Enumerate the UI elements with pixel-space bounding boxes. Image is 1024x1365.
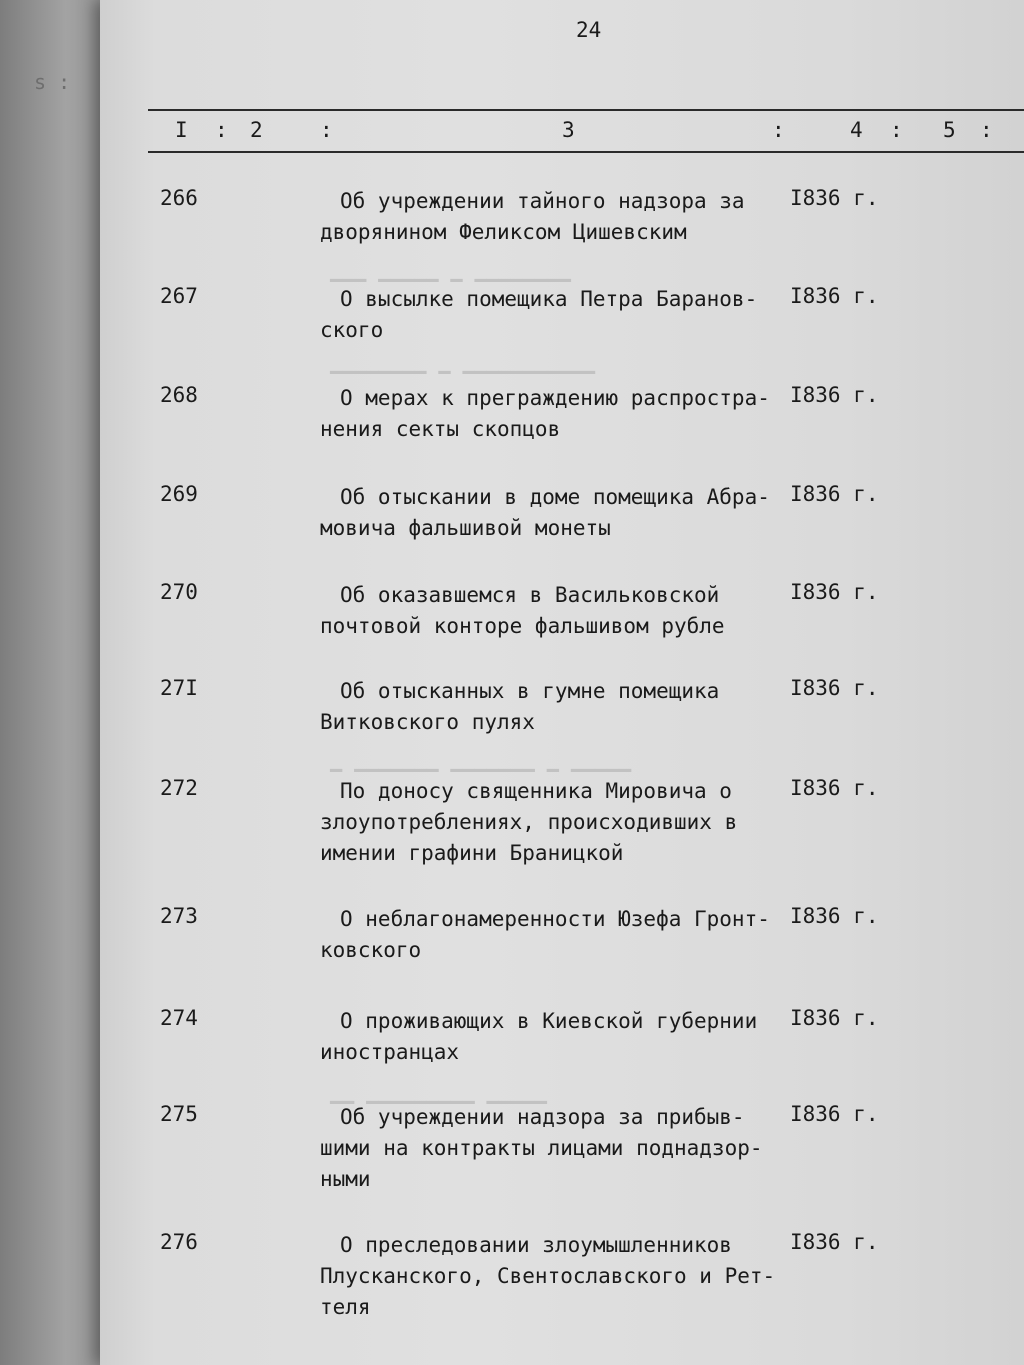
entry-title-line: Об отысканных в гумне помещика <box>340 679 720 703</box>
entry-title-line: По доносу священника Мировича о <box>340 779 732 803</box>
entry-title-line: Об отыскании в доме помещика Абра- <box>340 485 770 509</box>
entry-title-line: Об учреждении надзора за прибыв- <box>340 1105 745 1129</box>
entry-title-line: О мерах к преграждению распростра- <box>340 386 770 410</box>
entry-title-line: Об учреждении тайного надзора за <box>340 189 745 213</box>
entry-title-line: ковского <box>320 938 422 962</box>
entry-date: I836 г. <box>790 383 879 407</box>
entry-date: I836 г. <box>790 1230 879 1254</box>
column-header-3: 3 <box>562 118 575 142</box>
entry-title <box>320 383 800 445</box>
bleed-through-shadow: ▁▁▁ ▁▁▁▁▁ ▁ ▁▁▁▁▁▁▁▁ <box>330 258 571 282</box>
column-header-2: 2 <box>250 118 263 142</box>
column-separator: : <box>772 118 785 142</box>
document-page <box>100 0 1024 1365</box>
column-separator: : <box>980 118 993 142</box>
entry-title <box>320 482 800 544</box>
entry-date: I836 г. <box>790 284 879 308</box>
entry-title <box>320 904 800 966</box>
entry-number: 269 <box>160 482 198 506</box>
entry-title-line: О преследовании злоумышленников <box>340 1233 732 1257</box>
entry-title-line: почтовой конторе фальшивом рубле <box>320 614 725 638</box>
entry-title-line: ского <box>320 318 384 342</box>
entry-number: 268 <box>160 383 198 407</box>
column-header-5: 5 <box>943 118 956 142</box>
entry-number: 266 <box>160 186 198 210</box>
entry-number: 273 <box>160 904 198 928</box>
bleed-through-shadow: ▁▁ ▁▁▁▁▁▁▁▁▁ ▁▁▁▁▁ <box>330 1080 547 1104</box>
entry-title-line: иностранцах <box>320 1040 460 1064</box>
entry-date: I836 г. <box>790 580 879 604</box>
entry-title-line: дворянином Феликсом Цишевским <box>320 220 687 244</box>
column-separator: : <box>890 118 903 142</box>
entry-title <box>320 1102 800 1195</box>
entry-title <box>320 580 800 642</box>
entry-number: 275 <box>160 1102 198 1126</box>
entry-date: I836 г. <box>790 1102 879 1126</box>
entry-date: I836 г. <box>790 186 879 210</box>
entry-title-line: О проживающих в Киевской губернии <box>340 1009 758 1033</box>
entry-title-line: нения секты скопцов <box>320 417 561 441</box>
bleed-through-shadow: ▁ ▁▁▁▁▁▁▁ ▁▁▁▁▁▁▁ ▁ ▁▁▁▁▁ <box>330 748 632 772</box>
entry-number: 274 <box>160 1006 198 1030</box>
entry-number: 27I <box>160 676 198 700</box>
entry-title <box>320 1006 800 1068</box>
page-number: 24 <box>576 18 602 42</box>
entry-title <box>320 186 800 248</box>
entry-title-line: злоупотреблениях, происходивших в <box>320 810 738 834</box>
column-header-4: 4 <box>850 118 863 142</box>
entry-date: I836 г. <box>790 904 879 928</box>
entry-title-line: Витковского пулях <box>320 710 535 734</box>
entry-date: I836 г. <box>790 676 879 700</box>
entry-title-line: имении графини Браницкой <box>320 841 624 865</box>
entry-title-line: мовича фальшивой монеты <box>320 516 611 540</box>
column-separator: : <box>215 118 228 142</box>
entry-title-line: О неблагонамеренности Юзефа Гронт- <box>340 907 770 931</box>
entry-number: 267 <box>160 284 198 308</box>
entry-number: 270 <box>160 580 198 604</box>
entry-title <box>320 676 800 738</box>
entry-number: 276 <box>160 1230 198 1254</box>
column-header-1: I <box>175 118 188 142</box>
entry-title <box>320 284 800 346</box>
entry-title-line: Об оказавшемся в Васильковской <box>340 583 720 607</box>
header-rule-bottom <box>148 151 1024 153</box>
bleed-through-shadow: ▁▁▁▁▁▁▁▁ ▁ ▁▁▁▁▁▁▁▁▁▁▁ <box>330 350 595 374</box>
header-rule-top <box>148 109 1024 111</box>
entry-date: I836 г. <box>790 1006 879 1030</box>
entry-title-line: теля <box>320 1295 371 1319</box>
entry-title-line: О высылке помещика Петра Баранов- <box>340 287 758 311</box>
entry-title <box>320 1230 800 1323</box>
entry-title <box>320 776 800 869</box>
column-separator: : <box>320 118 333 142</box>
entry-title-line: шими на контракты лицами поднадзор- <box>320 1136 763 1160</box>
entry-date: I836 г. <box>790 482 879 506</box>
entry-number: 272 <box>160 776 198 800</box>
entry-title-line: ными <box>320 1167 371 1191</box>
entry-title-line: Плусканского, Свентославского и Рет- <box>320 1264 776 1288</box>
entry-date: I836 г. <box>790 776 879 800</box>
left-page-mark: s : <box>34 70 71 94</box>
